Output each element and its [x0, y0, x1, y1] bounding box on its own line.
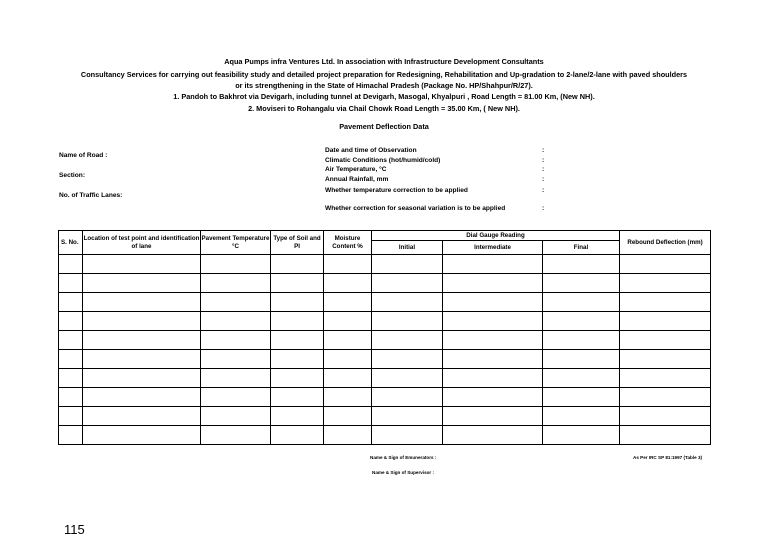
header-line-5: 2. Moviseri to Rohangalu via Chail Chowk Road Length = 35.00 Km, ( New NH). — [248, 104, 520, 113]
location-header: Location of test point and identification of lane — [83, 231, 201, 255]
form-title: Pavement Deflection Data — [339, 122, 429, 131]
pavement-temperature-header: Pavement Temperature °C — [201, 231, 271, 255]
deflection-data-table — [58, 230, 711, 445]
table-row — [59, 255, 711, 274]
header-line-2: Consultancy Services for carrying out feasibility study and detailed project preparation for Redesigning, Rehabilitation and Up-gradation to 2-lane/2-lane with paved shoulders — [80, 70, 688, 79]
air-temperature-label: Air Temperature, °C — [325, 166, 387, 173]
final-header: Final — [543, 241, 620, 255]
colon-seasonal: : — [542, 205, 545, 212]
temperature-correction-label: Whether temperature correction to be applied — [325, 187, 468, 194]
header-line-3: or its strengthening in the State of Himachal Pradesh (Package No. HP/Shahpur/R/27). — [235, 81, 533, 90]
table-row — [59, 331, 711, 350]
moisture-content-header: Moisture Content % — [324, 231, 372, 255]
table-row — [59, 312, 711, 331]
intermediate-header: Intermediate — [443, 241, 543, 255]
colon-air-temp: : — [542, 166, 545, 173]
table-row — [59, 388, 711, 407]
table-row — [59, 369, 711, 388]
dial-gauge-header: Dial Gauge Reading — [372, 231, 620, 241]
soil-type-header: Type of Soil and PI — [271, 231, 324, 255]
table-body — [59, 255, 711, 445]
colon-temp-correction: : — [542, 187, 545, 194]
irc-reference: As Per IRC SP 81:1997 (Table 3) — [633, 455, 703, 460]
header-line-1: Aqua Pumps infra Ventures Ltd. In association with Infrastructure Development Consultants — [224, 57, 544, 66]
seasonal-correction-label: Whether correction for seasonal variation is to be applied — [325, 205, 506, 212]
rebound-deflection-header: Rebound Deflection (mm) — [620, 231, 711, 255]
colon-rainfall: : — [542, 176, 545, 183]
enumerators-sign-label: Name & Sign of Emunerators : — [370, 455, 437, 460]
table-row — [59, 407, 711, 426]
table-row — [59, 350, 711, 369]
initial-header: Initial — [372, 241, 443, 255]
table-row — [59, 274, 711, 293]
colon-datetime: : — [542, 147, 545, 154]
page-number: 115 — [64, 522, 85, 537]
colon-climatic: : — [542, 157, 545, 164]
climatic-conditions-label: Climatic Conditions (hot/humid/cold) — [325, 157, 441, 164]
traffic-lanes-label: No. of Traffic Lanes: — [59, 192, 123, 199]
section-label: Section: — [59, 172, 86, 179]
table-row — [59, 293, 711, 312]
name-of-road-label: Name of Road : — [59, 152, 108, 159]
date-time-label: Date and time of Observation — [325, 147, 417, 154]
table-row — [59, 426, 711, 445]
header-line-4: 1. Pandoh to Bakhrot via Devigarh, including tunnel at Devigarh, Masogal, Khyalpuri , Road Length = 81.00 Km, (New NH). — [173, 92, 595, 101]
annual-rainfall-label: Annual Rainfall, mm — [325, 176, 389, 183]
supervisor-sign-label: Name & Sign of Supervisor : — [372, 470, 435, 475]
sno-header: S. No. — [59, 231, 83, 255]
